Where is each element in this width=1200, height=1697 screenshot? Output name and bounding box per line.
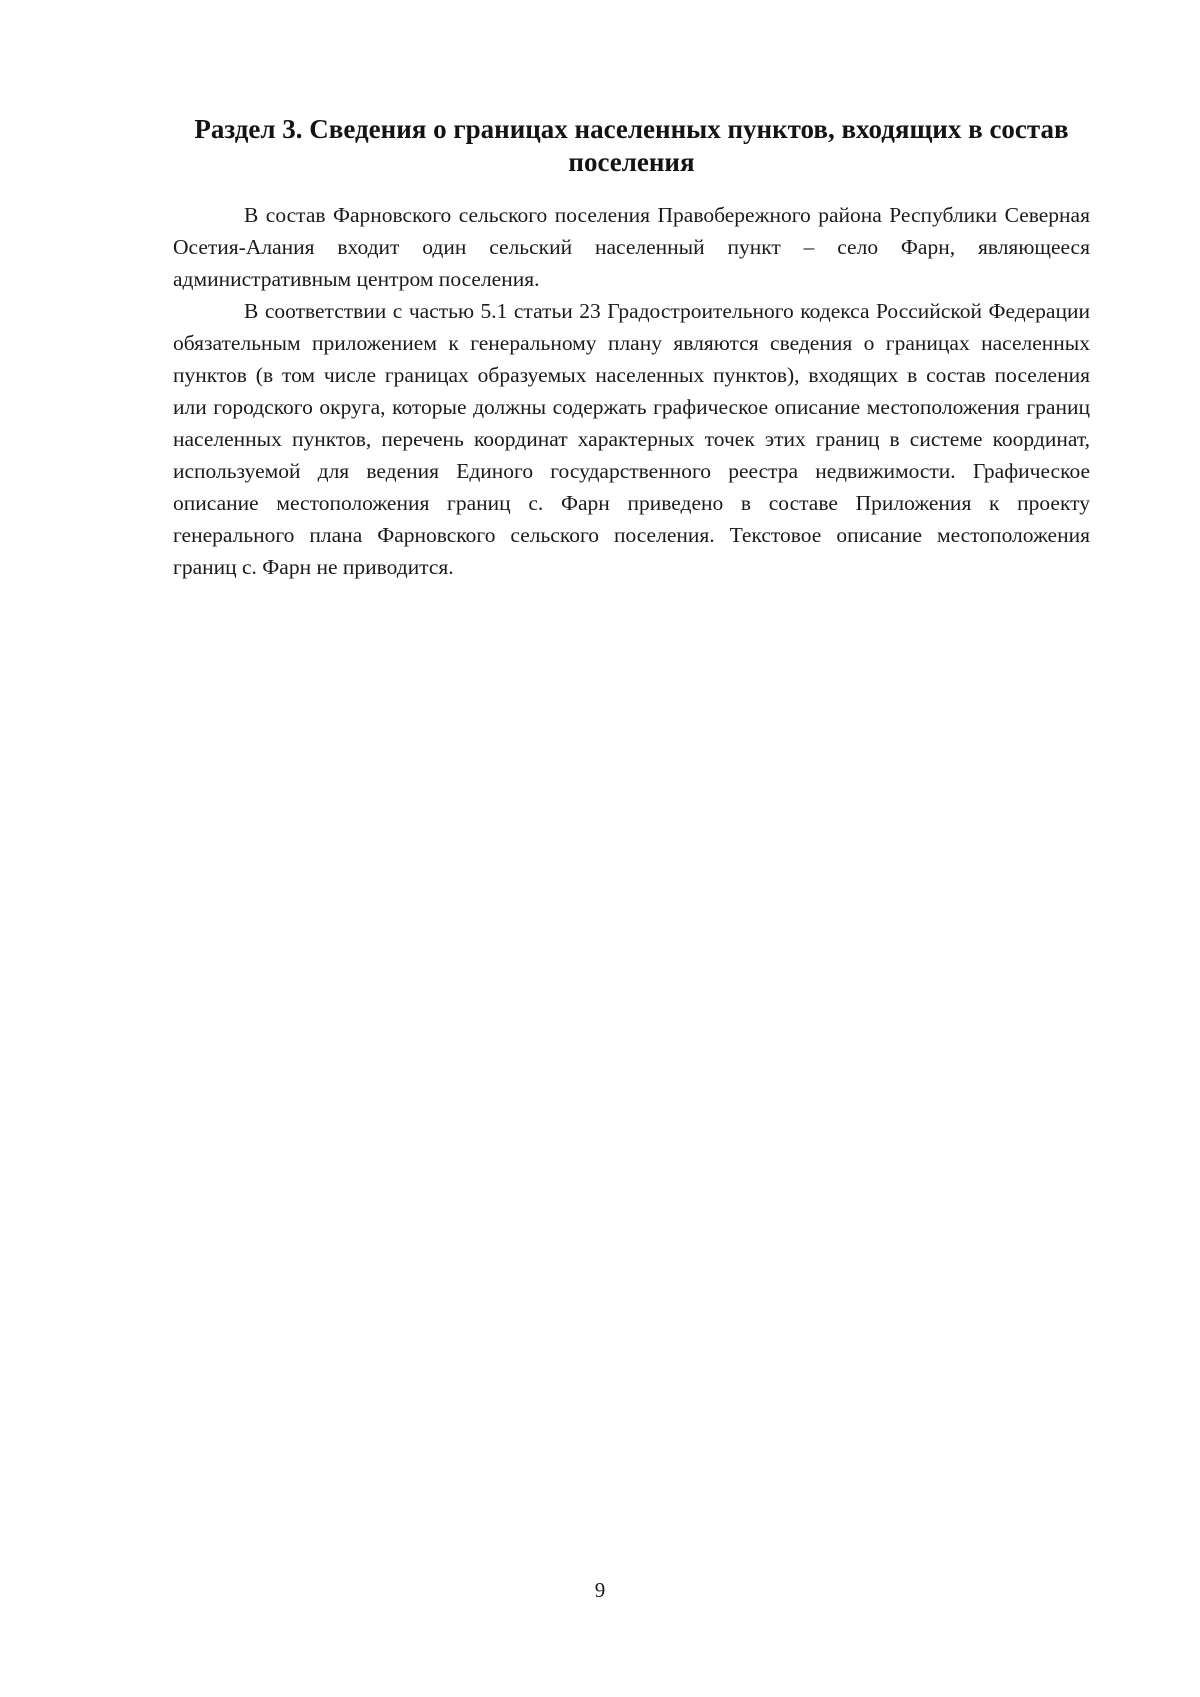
- page-content: [173, 113, 1090, 583]
- paragraph-1: В состав Фарновского сельского поселения Правобережного района Республики Северная Осетия-Алания входит один сельский населенный пункт – село Фарн, являющееся административным центром поселения.: [173, 203, 1090, 291]
- page-number: 9: [594, 1578, 606, 1602]
- section-title: Раздел 3. Сведения о границах населенных пунктов, входящих в состав поселения: [194, 114, 1069, 177]
- paragraph-2: В соответствии с частью 5.1 статьи 23 Градостроительного кодекса Российской Федерации обязательным приложением к генеральному плану являются сведения о границах населенных пунктов (в том числе границах образуемых населенных пунктов), входящих в состав поселения или городского округа, которые должны содержать графическое описание местоположения границ населенных пунктов, перечень координат характерных точек этих границ в системе координат, используемой для ведения Единого государственного реестра недвижимости. Графическое описание местоположения границ с. Фарн приведено в составе Приложения к проекту генерального плана Фарновского сельского поселения. Текстовое описание местоположения границ с. Фарн не приводится.: [173, 299, 1090, 579]
